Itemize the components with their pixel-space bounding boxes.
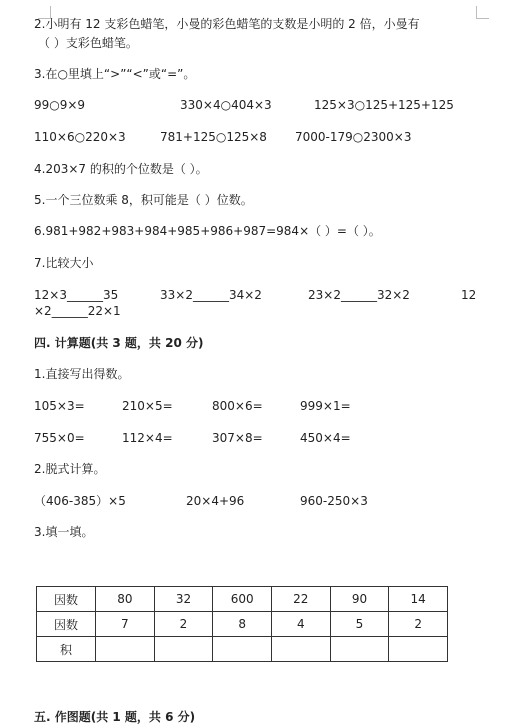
table-cell-blank[interactable] xyxy=(330,637,389,662)
q2-line2: （ ）支彩色蜡笔。 xyxy=(38,36,138,50)
p2-title: 2.脱式计算。 xyxy=(34,462,106,476)
p1-item: 307×8= xyxy=(212,431,263,445)
table-cell: 7 xyxy=(96,612,155,637)
p1-item: 999×1= xyxy=(300,399,351,413)
table-cell: 14 xyxy=(389,587,448,612)
table-cell-blank[interactable] xyxy=(271,637,330,662)
p1-item: 450×4= xyxy=(300,431,351,445)
table-cell: 90 xyxy=(330,587,389,612)
q5: 5.一个三位数乘 8，积可能是（ ）位数。 xyxy=(34,193,253,207)
q3-item: 99○9×9 xyxy=(34,98,86,112)
q6: 6.981+982+983+984+985+986+987=984×（ ）=（ ）。 xyxy=(34,224,381,238)
page-corner-mark-right xyxy=(476,6,489,19)
q3-item: 7000-179○2300×3 xyxy=(295,130,412,144)
p2-item: （406-385）×5 xyxy=(34,494,126,508)
q2-line1: 2.小明有 12 支彩色蜡笔，小曼的彩色蜡笔的支数是小明的 2 倍，小曼有 xyxy=(34,17,420,31)
table-cell: 600 xyxy=(213,587,272,612)
table-cell: 5 xyxy=(330,612,389,637)
q3-item: 125×3○125+125+125 xyxy=(314,98,454,112)
table-cell: 2 xyxy=(389,612,448,637)
table-row xyxy=(37,612,448,637)
q7-wrap: ×2______22×1 xyxy=(34,304,121,318)
row-label: 因数 xyxy=(37,612,96,637)
p1-item: 112×4= xyxy=(122,431,173,445)
p3-title: 3.填一填。 xyxy=(34,525,94,539)
row-label: 积 xyxy=(37,637,96,662)
q7-title: 7.比较大小 xyxy=(34,256,94,270)
table-cell-blank[interactable] xyxy=(389,637,448,662)
p2-item: 960-250×3 xyxy=(300,494,368,508)
q7-item: 12 xyxy=(461,288,477,302)
q3-item: 330×4○404×3 xyxy=(180,98,272,112)
q3-item: 781+125○125×8 xyxy=(160,130,267,144)
table-row xyxy=(37,587,448,612)
q3-title: 3.在○里填上“>”“<”或“=”。 xyxy=(34,67,196,81)
table-cell: 2 xyxy=(154,612,213,637)
q4: 4.203×7 的积的个位数是（ ）。 xyxy=(34,162,208,176)
factor-product-table xyxy=(36,586,448,662)
section4-title: 四. 计算题(共 3 题，共 20 分) xyxy=(34,336,204,350)
table-cell: 4 xyxy=(271,612,330,637)
table-cell-blank[interactable] xyxy=(213,637,272,662)
table-cell-blank[interactable] xyxy=(154,637,213,662)
table-cell: 80 xyxy=(96,587,155,612)
q7-item: 23×2______32×2 xyxy=(308,288,410,302)
table-cell: 8 xyxy=(213,612,272,637)
table-row xyxy=(37,637,448,662)
table-cell: 22 xyxy=(271,587,330,612)
p2-item: 20×4+96 xyxy=(186,494,245,508)
q3-item: 110×6○220×3 xyxy=(34,130,126,144)
p1-item: 210×5= xyxy=(122,399,173,413)
row-label: 因数 xyxy=(37,587,96,612)
section5-title: 五. 作图题(共 1 题，共 6 分) xyxy=(34,710,196,724)
q7-item: 33×2______34×2 xyxy=(160,288,262,302)
p1-item: 800×6= xyxy=(212,399,263,413)
table-cell: 32 xyxy=(154,587,213,612)
table-cell-blank[interactable] xyxy=(96,637,155,662)
p1-item: 755×0= xyxy=(34,431,85,445)
p1-item: 105×3= xyxy=(34,399,85,413)
q7-item: 12×3______35 xyxy=(34,288,119,302)
p1-title: 1.直接写出得数。 xyxy=(34,367,130,381)
